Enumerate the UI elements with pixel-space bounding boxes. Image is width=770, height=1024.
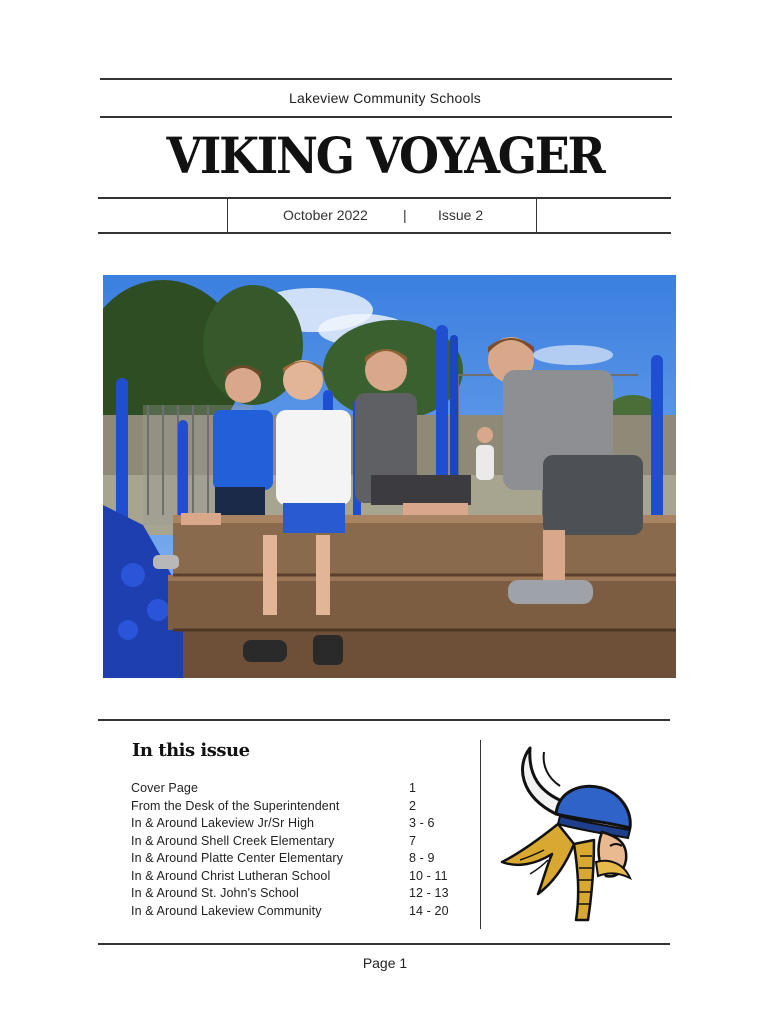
toc-item bbox=[131, 833, 461, 851]
toc-item bbox=[131, 903, 461, 921]
toc-item-pages: 14 - 20 bbox=[409, 903, 449, 918]
issue-bottom-rule bbox=[98, 232, 671, 234]
toc-heading: In this issue bbox=[132, 740, 250, 761]
footer-rule bbox=[98, 943, 670, 945]
newsletter-title: VIKING VOYAGER bbox=[166, 126, 604, 185]
cover-photo bbox=[103, 275, 676, 678]
toc-item bbox=[131, 868, 461, 886]
school-name: Lakeview Community Schools bbox=[289, 90, 481, 106]
toc-item bbox=[131, 885, 461, 903]
toc-item-name: In & Around Christ Lutheran School bbox=[131, 868, 331, 883]
toc-divider bbox=[480, 740, 481, 929]
toc-item bbox=[131, 815, 461, 833]
school-bottom-rule bbox=[100, 116, 672, 118]
issue-date: October 2022 bbox=[283, 207, 368, 223]
toc-item-pages: 3 - 6 bbox=[409, 816, 435, 830]
toc-item-name: In & Around Platte Center Elementary bbox=[131, 851, 344, 865]
toc-item-name: In & Around Lakeview Jr/Sr High bbox=[131, 816, 315, 830]
toc-item-pages: 1 bbox=[409, 781, 417, 795]
issue-top-rule bbox=[98, 197, 671, 199]
toc-item-pages: 2 bbox=[409, 798, 417, 813]
toc-top-rule bbox=[98, 719, 670, 721]
toc-item-name: From the Desk of the Superintendent bbox=[131, 798, 340, 813]
issue-number: Issue 2 bbox=[438, 207, 484, 223]
toc-item bbox=[131, 798, 461, 816]
page-number: Page 1 bbox=[362, 955, 408, 971]
toc-item-name: In & Around St. John's School bbox=[131, 886, 299, 900]
toc-item-pages: 8 - 9 bbox=[409, 851, 435, 865]
issue-left-divider bbox=[227, 198, 228, 233]
toc-item-pages: 10 - 11 bbox=[409, 868, 448, 883]
toc-item-pages: 12 - 13 bbox=[409, 886, 449, 900]
toc-item bbox=[131, 850, 461, 868]
toc-item-name: In & Around Shell Creek Elementary bbox=[131, 833, 335, 848]
toc-item-name: In & Around Lakeview Community bbox=[131, 903, 322, 918]
issue-right-divider bbox=[536, 198, 537, 233]
toc-item-pages: 7 bbox=[409, 833, 417, 848]
viking-mascot-icon bbox=[498, 744, 643, 924]
table-of-contents bbox=[131, 780, 461, 920]
toc-item bbox=[131, 780, 461, 798]
top-rule bbox=[100, 78, 672, 80]
issue-separator: | bbox=[403, 207, 407, 223]
toc-item-name: Cover Page bbox=[131, 781, 199, 795]
